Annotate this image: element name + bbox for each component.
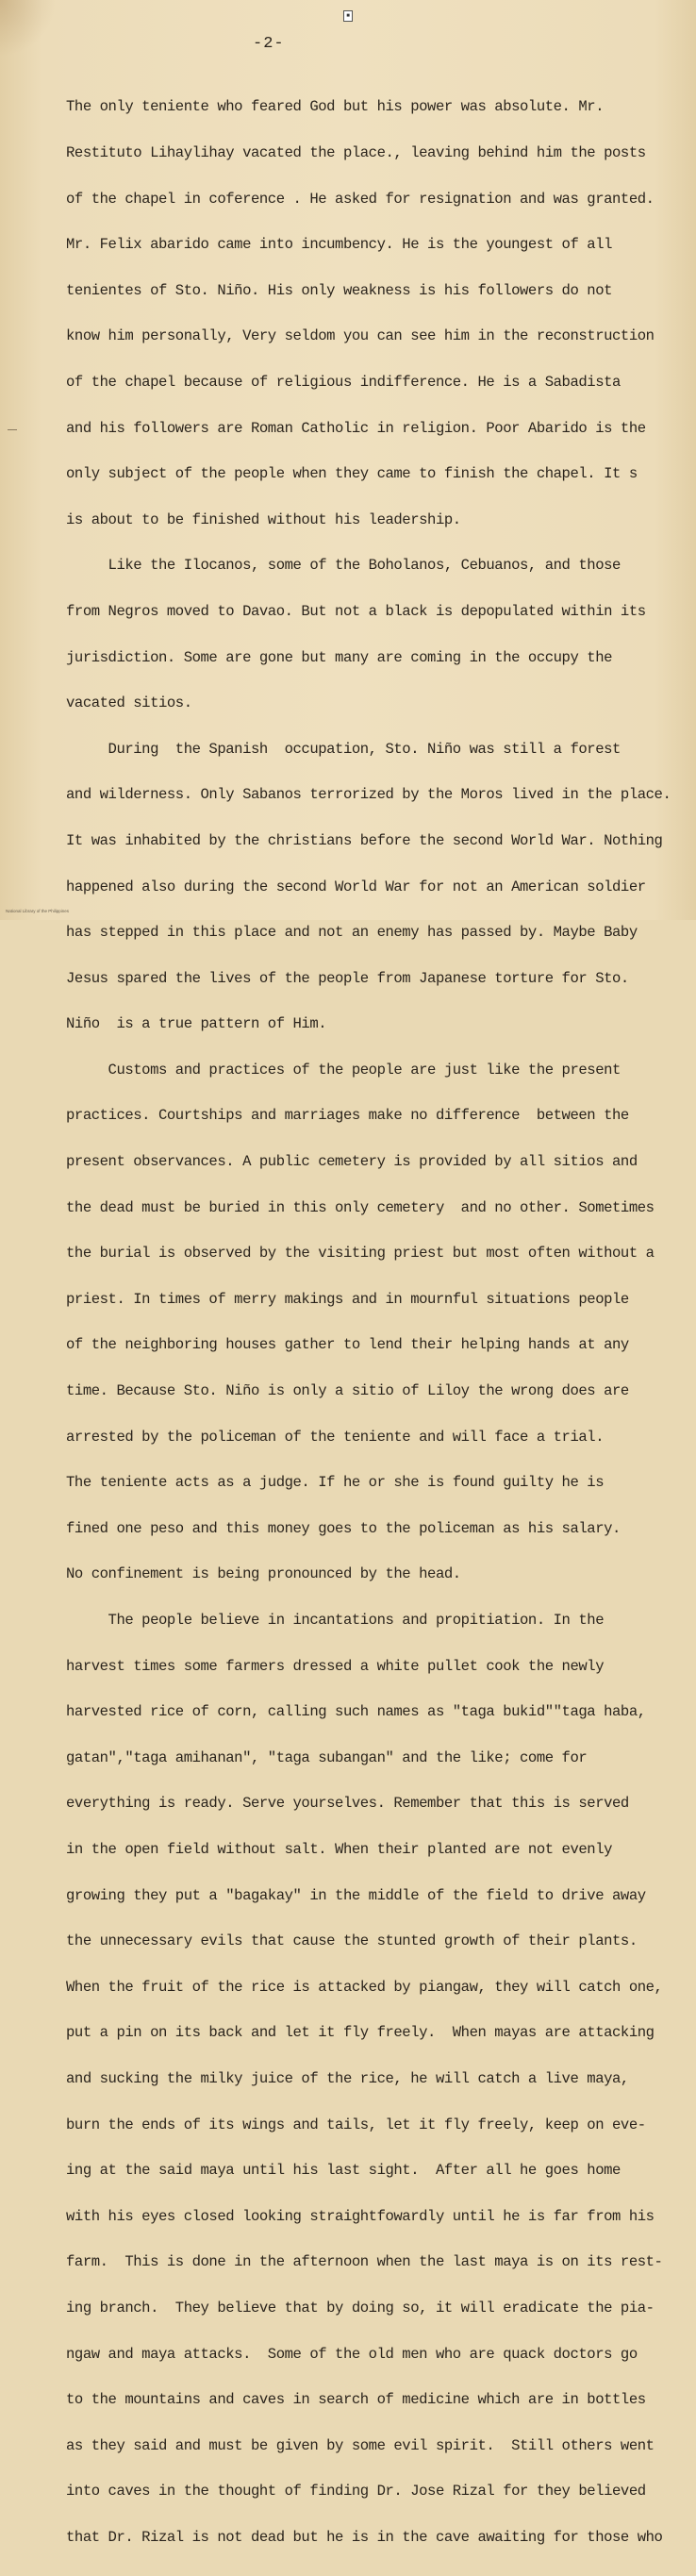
text-line: present observances. A public cemetery is provided by all sitios and [66,1153,638,1171]
text-line: practices. Courtships and marriages make no difference between the [66,1107,629,1125]
text-line: the burial is observed by the visiting priest but most often without a [66,1245,655,1263]
text-line: ing at the said maya until his last sight. After all he goes home [66,2162,621,2180]
text-line: ing branch. They believe that by doing so, it will eradicate the pia- [66,2299,655,2317]
text-line: only subject of the people when they came to finish the chapel. It s [66,465,638,483]
text-line: The people believe in incantations and propitiation. In the [66,1612,605,1629]
footer-credit: National Library of the Philippines [6,909,70,913]
text-line: to the mountains and caves in search of medicine which are in bottles [66,2391,646,2409]
text-line: of the neighboring houses gather to lend their helping hands at any [66,1336,629,1354]
text-line: Niño is a true pattern of Him. [66,1015,327,1033]
text-line: ngaw and maya attacks. Some of the old men who are quack doctors go [66,2345,638,2363]
text-line: Restituto Lihaylihay vacated the place., leaving behind him the posts [66,144,646,161]
text-line: with his eyes closed looking straightfowardly until he is far from his [66,2207,655,2225]
page-number: -2- [253,35,285,53]
text-line: of the chapel because of religious indifference. He is a Sabadista [66,373,621,391]
text-line: that Dr. Rizal is not dead but he is in the cave awaiting for those who [66,2528,663,2546]
text-line: Like the Ilocanos, some of the Boholanos, Cebuanos, and those [66,557,621,575]
text-line: happened also during the second World War for not an American soldier [66,878,646,895]
text-line: Mr. Felix abarido came into incumbency. He is the youngest of all [66,236,613,254]
text-line: is about to be finished without his leadership. [66,510,461,528]
text-line: farm. This is done in the afternoon when the last maya is on its rest- [66,2253,663,2271]
text-line: has stepped in this place and not an enemy has passed by. Maybe Baby [66,924,638,942]
typed-body-text [66,69,670,2575]
text-line: into caves in the thought of finding Dr. Jose Rizal for they believed [66,2483,646,2501]
corner-stain [0,0,57,57]
text-line: know him personally, Very seldom you can see him in the reconstruction [66,327,655,345]
text-line: as they said and must be given by some evil spirit. Still others went [66,2436,655,2454]
text-line: the unnecessary evils that cause the stunted growth of their plants. [66,1932,638,1950]
text-line: gatan","taga amihanan", "taga subangan" and the like; come for [66,1748,588,1766]
text-line: The teniente acts as a judge. If he or she is found guilty he is [66,1474,605,1492]
text-line: During the Spanish occupation, Sto. Niño was still a forest [66,740,621,758]
text-line: Customs and practices of the people are just like the present [66,1061,621,1079]
text-line: No confinement is being pronounced by the head. [66,1565,461,1583]
text-line: and his followers are Roman Catholic in religion. Poor Abarido is the [66,419,646,437]
text-line: in the open field without salt. When their planted are not evenly [66,1840,613,1858]
text-line: the dead must be buried in this only cemetery and no other. Sometimes [66,1198,655,1216]
text-line: The only teniente who feared God but his power was absolute. Mr. [66,98,605,116]
text-line: growing they put a "bagakay" in the middle of the field to drive away [66,1886,646,1904]
margin-mark [8,429,17,430]
text-line: and sucking the milky juice of the rice, he will catch a live maya, [66,2069,629,2087]
text-line: arrested by the policeman of the teniente and will face a trial. [66,1428,605,1446]
text-line: burn the ends of its wings and tails, let it fly freely, keep on eve- [66,2116,646,2133]
text-line: Jesus spared the lives of the people from Japanese torture for Sto. [66,969,629,987]
top-marker-icon: ■ [343,10,353,22]
text-line: from Negros moved to Davao. But not a black is depopulated within its [66,602,646,620]
text-line: harvest times some farmers dressed a white pullet cook the newly [66,1657,605,1675]
text-line: tenientes of Sto. Niño. His only weakness is his followers do not [66,281,613,299]
text-line: everything is ready. Serve yourselves. Remember that this is served [66,1795,629,1813]
text-line: It was inhabited by the christians before the second World War. Nothing [66,831,663,849]
text-line: vacated sitios. [66,694,192,712]
text-line: jurisdiction. Some are gone but many are coming in the occupy the [66,648,613,666]
text-line: priest. In times of merry makings and in mournful situations people [66,1290,629,1308]
text-line: time. Because Sto. Niño is only a sitio of Liloy the wrong does are [66,1382,629,1400]
text-line: harvested rice of corn, calling such names as "taga bukid""taga haba, [66,1703,646,1721]
text-line: When the fruit of the rice is attacked by piangaw, they will catch one, [66,1978,663,1996]
text-line: and wilderness. Only Sabanos terrorized by the Moros lived in the place. [66,786,671,804]
text-line: fined one peso and this money goes to the policeman as his salary. [66,1519,621,1537]
text-line: put a pin on its back and let it fly freely. When mayas are attacking [66,2024,655,2042]
text-line: of the chapel in coference . He asked for resignation and was granted. [66,190,655,208]
